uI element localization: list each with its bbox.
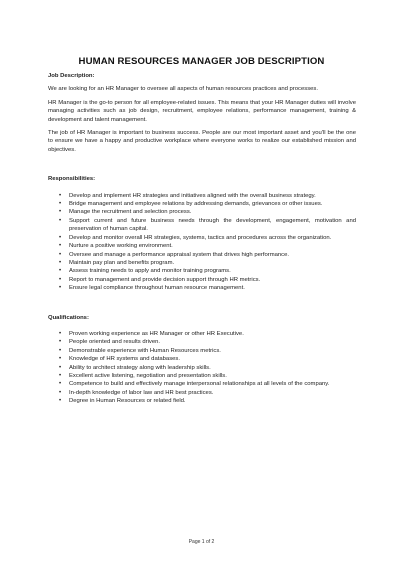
job-description-paragraph-3: The job of HR Manager is important to business success. People are our most important asset and you'll be the one to ensure we have a happy and productive workplace where everyone works to realize our established mission and objectives.	[48, 130, 356, 153]
bullet-icon: •	[59, 398, 62, 405]
responsibilities-list	[48, 192, 356, 293]
list-item: • In-depth knowledge of labor law and HR best practices.	[59, 389, 214, 396]
document-title: HUMAN RESOURCES MANAGER JOB DESCRIPTION	[78, 56, 325, 67]
bullet-icon: •	[59, 217, 62, 224]
qualifications-list	[48, 330, 356, 406]
responsibilities-heading: Responsibilities:	[48, 176, 96, 183]
list-item: • Knowledge of HR systems and databases.	[59, 356, 181, 363]
list-item: • Proven working experience as HR Manager or other HR Executive.	[59, 330, 244, 337]
list-item: • Degree in Human Resources or related field.	[59, 398, 186, 405]
qualifications-heading: Qualifications:	[48, 314, 89, 321]
bullet-icon: •	[59, 201, 62, 208]
list-item: • Competence to build and effectively manage interpersonal relationships at all levels of the company.	[59, 381, 330, 388]
list-item: • Demonstrable experience with Human Resources metrics.	[59, 347, 221, 354]
bullet-icon: •	[59, 285, 62, 292]
job-description-paragraph-2: HR Manager is the go-to person for all employee-related issues. This means that your HR Manager duties will involve managing activities such as job design, recruitment, employee relations, performance management, training & development and talent management.	[48, 99, 356, 123]
bullet-icon: •	[59, 243, 62, 250]
bullet-icon: •	[59, 381, 62, 388]
bullet-icon: •	[59, 339, 62, 346]
bullet-icon: •	[59, 356, 62, 363]
list-item: • Develop and implement HR strategies and initiatives aligned with the overall business strategy.	[59, 192, 316, 199]
job-description-heading: Job Description:	[48, 73, 95, 79]
list-item: • Maintain pay plan and benefits program.	[59, 259, 175, 266]
bullet-icon: •	[59, 389, 62, 396]
list-item: • Report to management and provide decision support through HR metrics.	[59, 276, 261, 283]
bullet-icon: •	[59, 364, 62, 371]
list-item: • Develop and monitor overall HR strategies, systems, tactics and procedures across the organization.	[59, 234, 332, 241]
bullet-icon: •	[59, 259, 62, 266]
bullet-icon: •	[59, 234, 62, 241]
list-item: • Excellent active listening, negotiation and presentation skills.	[59, 372, 227, 379]
list-item: • Ability to architect strategy along with leadership skills.	[59, 364, 211, 371]
list-item: • Assess training needs to apply and monitor training programs.	[59, 268, 231, 275]
list-item: • Oversee and manage a performance appraisal system that drives high performance.	[59, 251, 290, 258]
bullet-icon: •	[59, 251, 62, 258]
document-body	[48, 72, 356, 406]
bullet-icon: •	[59, 330, 62, 337]
list-item: • People oriented and results driven.	[59, 339, 161, 346]
page-number: Page 1 of 2	[188, 539, 215, 545]
list-item: • Ensure legal compliance throughout human resource management.	[59, 285, 245, 292]
bullet-icon: •	[59, 268, 62, 275]
bullet-icon: •	[59, 276, 62, 283]
list-item: • Support current and future business needs through the development, engagement, motivation and preservation of human capital.	[59, 217, 356, 233]
bullet-icon: •	[59, 372, 62, 379]
job-description-paragraph-1: We are looking for an HR Manager to oversee all aspects of human resources practices and processes.	[48, 86, 319, 93]
bullet-icon: •	[59, 347, 62, 354]
bullet-icon: •	[59, 192, 62, 199]
list-item: • Manage the recruitment and selection process.	[59, 209, 192, 216]
bullet-icon: •	[59, 209, 62, 216]
list-item: • Bridge management and employee relations by addressing demands, grievances or other issues.	[59, 201, 323, 208]
list-item: • Nurture a positive working environment.	[59, 243, 173, 250]
